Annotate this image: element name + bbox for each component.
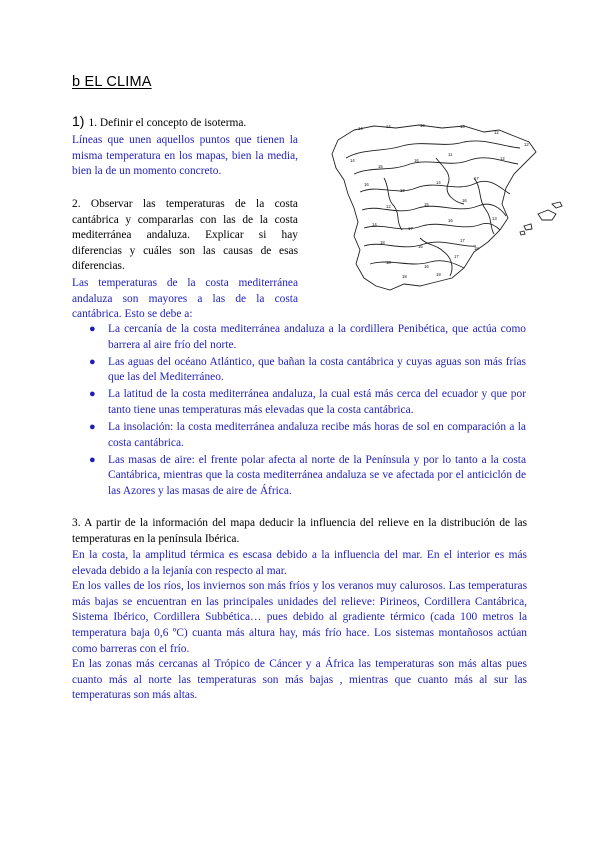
isotherm-label: 16: [414, 158, 419, 163]
isotherm-label: 15: [378, 164, 383, 169]
isotherm-label: 13: [420, 123, 425, 128]
question-2: 2. Observar las temperaturas de la costa cantábrica y compararlas con las de la costa mediterránea andaluza. Explicar si hay diferencias y cuáles son las causas de esas diferencias.: [72, 198, 298, 273]
list-item: [89, 322, 526, 353]
isotherm-line: [346, 141, 520, 158]
isotherm-label: 14: [372, 222, 377, 227]
isotherm-map: [324, 118, 564, 308]
list-item: [89, 355, 526, 386]
isotherm-label: 18: [474, 246, 479, 251]
isotherm-label: 15: [424, 202, 429, 207]
isotherm-label: 14: [386, 124, 391, 129]
isotherm-line: [362, 204, 506, 216]
list-item: [89, 387, 526, 418]
isotherm-label: 15: [418, 244, 423, 249]
isotherm-label: 18: [380, 240, 385, 245]
isotherm-label: 13: [400, 188, 405, 193]
isotherm-label: 14: [358, 126, 363, 131]
isotherm-label: 17: [454, 254, 459, 259]
isotherm-label: 16: [424, 264, 429, 269]
isotherm-line: [360, 181, 510, 194]
answer-3-paragraph: En la costa, la amplitud térmica es escasa debido a la influencia del mar. En el interior es más elevada debido a la lejanía con respecto al mar.: [72, 549, 527, 577]
list-item: [89, 420, 526, 451]
question-1-marker: 1): [72, 113, 85, 129]
causes-list: [89, 322, 526, 501]
isotherm-label: 14: [350, 158, 355, 163]
island-outline: [520, 231, 525, 235]
list-item-text: La insolación: la costa mediterránea andaluza recibe más horas de sol en comparación a la costa cantábrica.: [108, 421, 526, 449]
section-title: b EL CLIMA: [72, 74, 152, 90]
bullet-icon: ●: [89, 421, 96, 434]
isotherm-label: 14: [436, 180, 441, 185]
list-item-text: La cercanía de la costa mediterránea andaluza a la cordillera Penibética, que actúa como barrera al aire frío del norte.: [108, 323, 526, 351]
question-1: [72, 114, 246, 132]
isotherm-label: 18: [402, 274, 407, 279]
isotherm-label: 12: [524, 142, 529, 147]
bullet-icon: ●: [89, 453, 96, 466]
list-item-text: Las masas de aire: el frente polar afecta al norte de la Península y por lo tanto a la costa Cantábrica, mientras que la costa mediterránea andaluza se ve afectada por el anticiclón de las Azores y las masas de aire de África.: [108, 453, 526, 497]
answer-2-intro: Las temperaturas de la costa mediterránea andaluza son mayores a las de la costa cantábrica. Esto se debe a:: [72, 277, 298, 321]
isotherm-label: 11: [448, 152, 453, 157]
question-1-text: 1. Definir el concepto de isoterma.: [88, 117, 247, 129]
answer-3: [72, 548, 527, 704]
isotherm-label: 12: [500, 156, 505, 161]
isotherm-label: 13: [460, 124, 465, 129]
answer-3-paragraph: En las zonas más cercanas al Trópico de Cáncer y a África las temperaturas son más altas pues cuanto más al norte las temperaturas son más bajas , mientras que cuanto más al sur las temperaturas son más altas.: [72, 658, 527, 702]
isotherm-line: [370, 261, 464, 268]
isotherm-label: 17: [408, 226, 413, 231]
isotherm-label: 16: [462, 198, 467, 203]
isotherm-label: 18: [386, 260, 391, 265]
list-item: [89, 453, 526, 500]
isotherm-label: 17: [474, 176, 479, 181]
isotherm-label: 16: [364, 182, 369, 187]
isotherm-label: 19: [436, 272, 441, 277]
isotherm-label: 17: [460, 238, 465, 243]
isotherm-label: 16: [448, 218, 453, 223]
bullet-icon: ●: [89, 355, 96, 368]
peninsula-outline: [332, 125, 536, 290]
list-item-text: Las aguas del océano Atlántico, que bañan la costa cantábrica y cuyas aguas son más frías que las del Mediterráneo.: [108, 355, 526, 384]
island-outline: [552, 202, 562, 208]
island-outline: [524, 224, 532, 230]
answer-1: Líneas que unen aquellos puntos que tienen la misma temperatura en los mapas, bien la media, bien la de un momento concreto.: [72, 134, 298, 178]
isotherm-label: 13: [492, 216, 497, 221]
isotherm-line: [364, 223, 500, 230]
isotherm-label: 12: [494, 130, 499, 135]
bullet-icon: ●: [89, 323, 96, 335]
list-item-text: La latitud de la costa mediterránea andaluza, la cual está más cerca del ecuador y que por tanto tiene unas temperaturas más elevadas que la costa cantábrica.: [108, 388, 526, 416]
question-3: 3. A partir de la información del mapa deducir la influencia del relieve en la distribución de las temperaturas en la península Ibérica.: [72, 517, 527, 545]
island-outline: [538, 210, 556, 220]
isotherm-label: 12: [386, 204, 391, 209]
answer-3-paragraph: En los valles de los ríos, los inviernos son más fríos y los veranos muy calurosos. Las temperaturas más bajas se encuentran en las principales unidades del relieve: Pirineos, Cordillera Cantábrica, Sistema Ibérico, Cordillera Subbética… pues debido al gradiente térmico (cada 100 metros la temperatura baja 0,6 ºC) cuanta más altura hay, más frío hace. Los sistemas montañosos actúan como barreras con el frío.: [72, 580, 527, 655]
bullet-icon: ●: [89, 388, 96, 401]
